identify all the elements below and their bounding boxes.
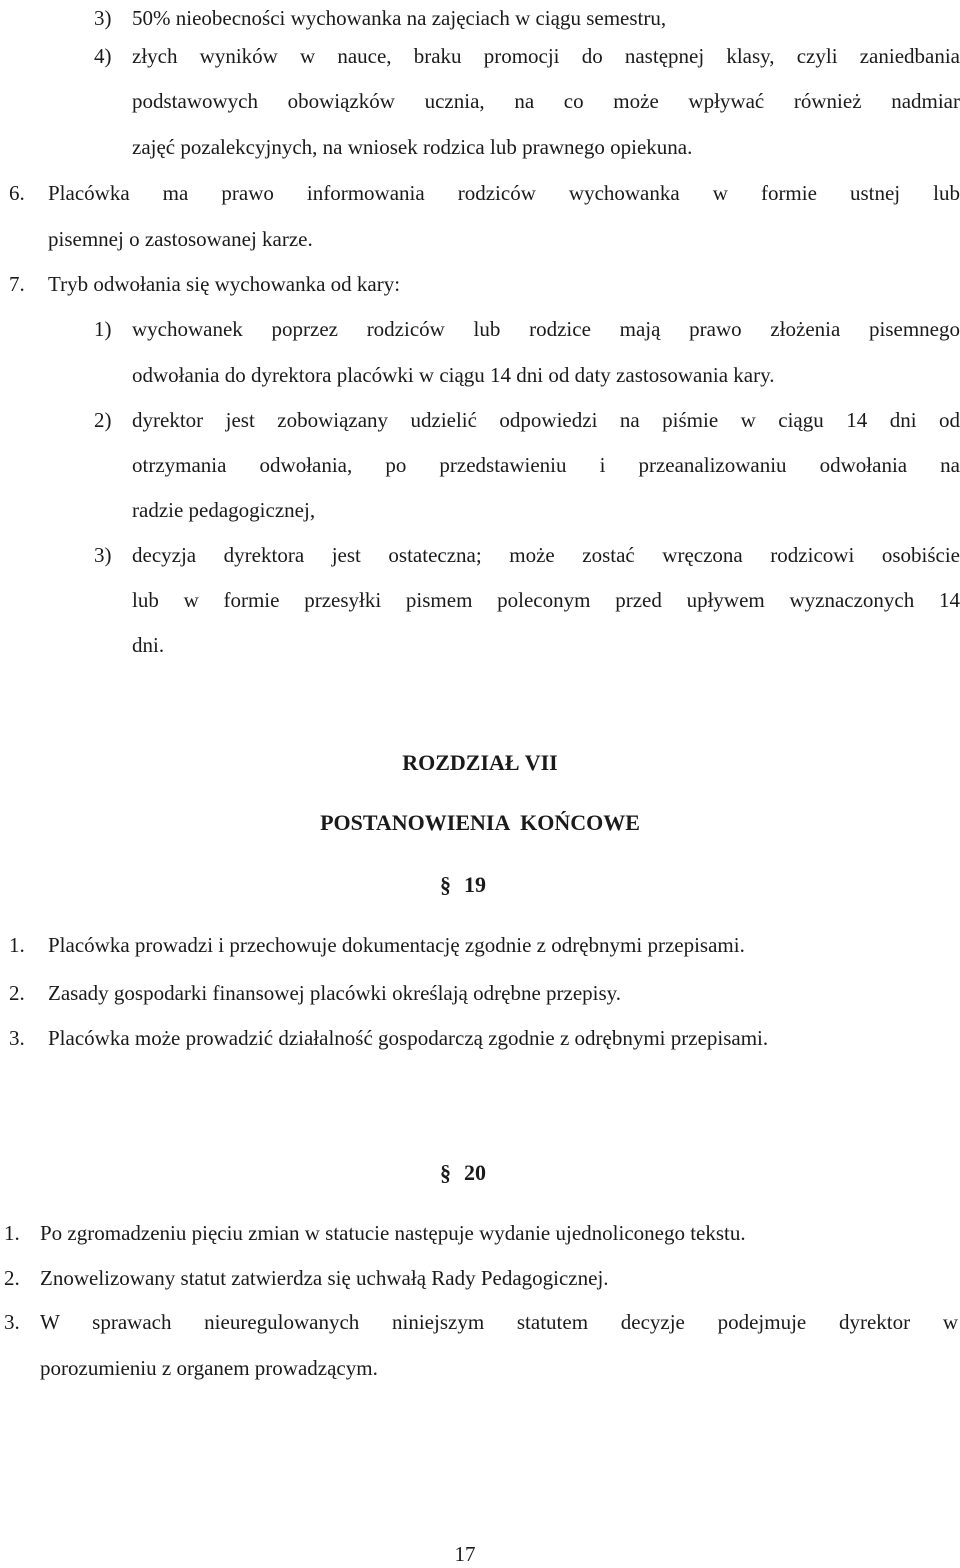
list-item-text: wychowanek poprzez rodziców lub rodzice mają prawo złożenia pisemnego [132, 317, 960, 341]
point-number: 2. [4, 1266, 20, 1290]
point-text: W sprawach nieuregulowanych niniejszym statutem decyzje podejmuje dyrektor w [40, 1310, 958, 1334]
point-text: pisemnej o zastosowanej karze. [48, 227, 313, 251]
list-number: 3) [94, 6, 112, 30]
section-symbol: § [440, 872, 451, 897]
list-item-text: decyzja dyrektora jest ostateczna; może zostać wręczona rodzicowi osobiście [132, 543, 960, 567]
list-item-text: dyrektor jest zobowiązany udzielić odpowiedzi na piśmie w ciągu 14 dni od [132, 408, 960, 432]
list-number: 1) [94, 317, 112, 341]
point-number: 1. [4, 1221, 20, 1245]
chapter-subtitle: POSTANOWIENIA KOŃCOWE [320, 810, 640, 835]
point-text: Zasady gospodarki finansowej placówki określają odrębne przepisy. [48, 981, 622, 1005]
list-item-text: zajęć pozalekcyjnych, na wniosek rodzica lub prawnego opiekuna. [132, 135, 693, 159]
list-item-text: dni. [132, 633, 165, 657]
point-number: 3. [4, 1310, 20, 1334]
list-item-text: radzie pedagogicznej, [132, 498, 316, 522]
chapter-title: ROZDZIAŁ VII [402, 750, 558, 775]
section-number: 19 [464, 872, 486, 897]
point-number: 7. [9, 272, 25, 296]
list-item-text: lub w formie przesyłki pismem poleconym przed upływem wyznaczonych 14 [132, 588, 960, 612]
list-item-text: podstawowych obowiązków ucznia, na co może wpływać również nadmiar [132, 89, 960, 113]
point-text: Tryb odwołania się wychowanka od kary: [48, 272, 401, 296]
point-number: 6. [9, 181, 25, 205]
list-item-text: odwołania do dyrektora placówki w ciągu 14 dni od daty zastosowania kary. [132, 363, 775, 387]
page-number: 17 [454, 1542, 476, 1566]
point-text: Placówka prowadzi i przechowuje dokumentację zgodnie z odrębnymi przepisami. [48, 933, 745, 957]
section-number: 20 [464, 1160, 486, 1185]
point-number: 2. [9, 981, 25, 1005]
section-symbol: § [440, 1160, 451, 1185]
list-number: 4) [94, 44, 112, 68]
point-text: porozumieniu z organem prowadzącym. [40, 1356, 378, 1380]
list-number: 3) [94, 543, 112, 567]
list-item-text: złych wyników w nauce, braku promocji do następnej klasy, czyli zaniedbania [132, 44, 960, 68]
point-text: Po zgromadzeniu pięciu zmian w statucie następuje wydanie ujednoliconego tekstu. [40, 1221, 746, 1245]
list-number: 2) [94, 408, 112, 432]
point-number: 3. [9, 1026, 25, 1050]
point-text: Znowelizowany statut zatwierdza się uchwałą Rady Pedagogicznej. [40, 1266, 609, 1290]
point-text: Placówka może prowadzić działalność gospodarczą zgodnie z odrębnymi przepisami. [48, 1026, 769, 1050]
point-text: Placówka ma prawo informowania rodziców wychowanka w formie ustnej lub [48, 181, 960, 205]
list-item-text: 50% nieobecności wychowanka na zajęciach w ciągu semestru, [132, 6, 667, 30]
list-item-text: otrzymania odwołania, po przedstawieniu i przeanalizowaniu odwołania na [132, 453, 960, 477]
point-number: 1. [9, 933, 25, 957]
